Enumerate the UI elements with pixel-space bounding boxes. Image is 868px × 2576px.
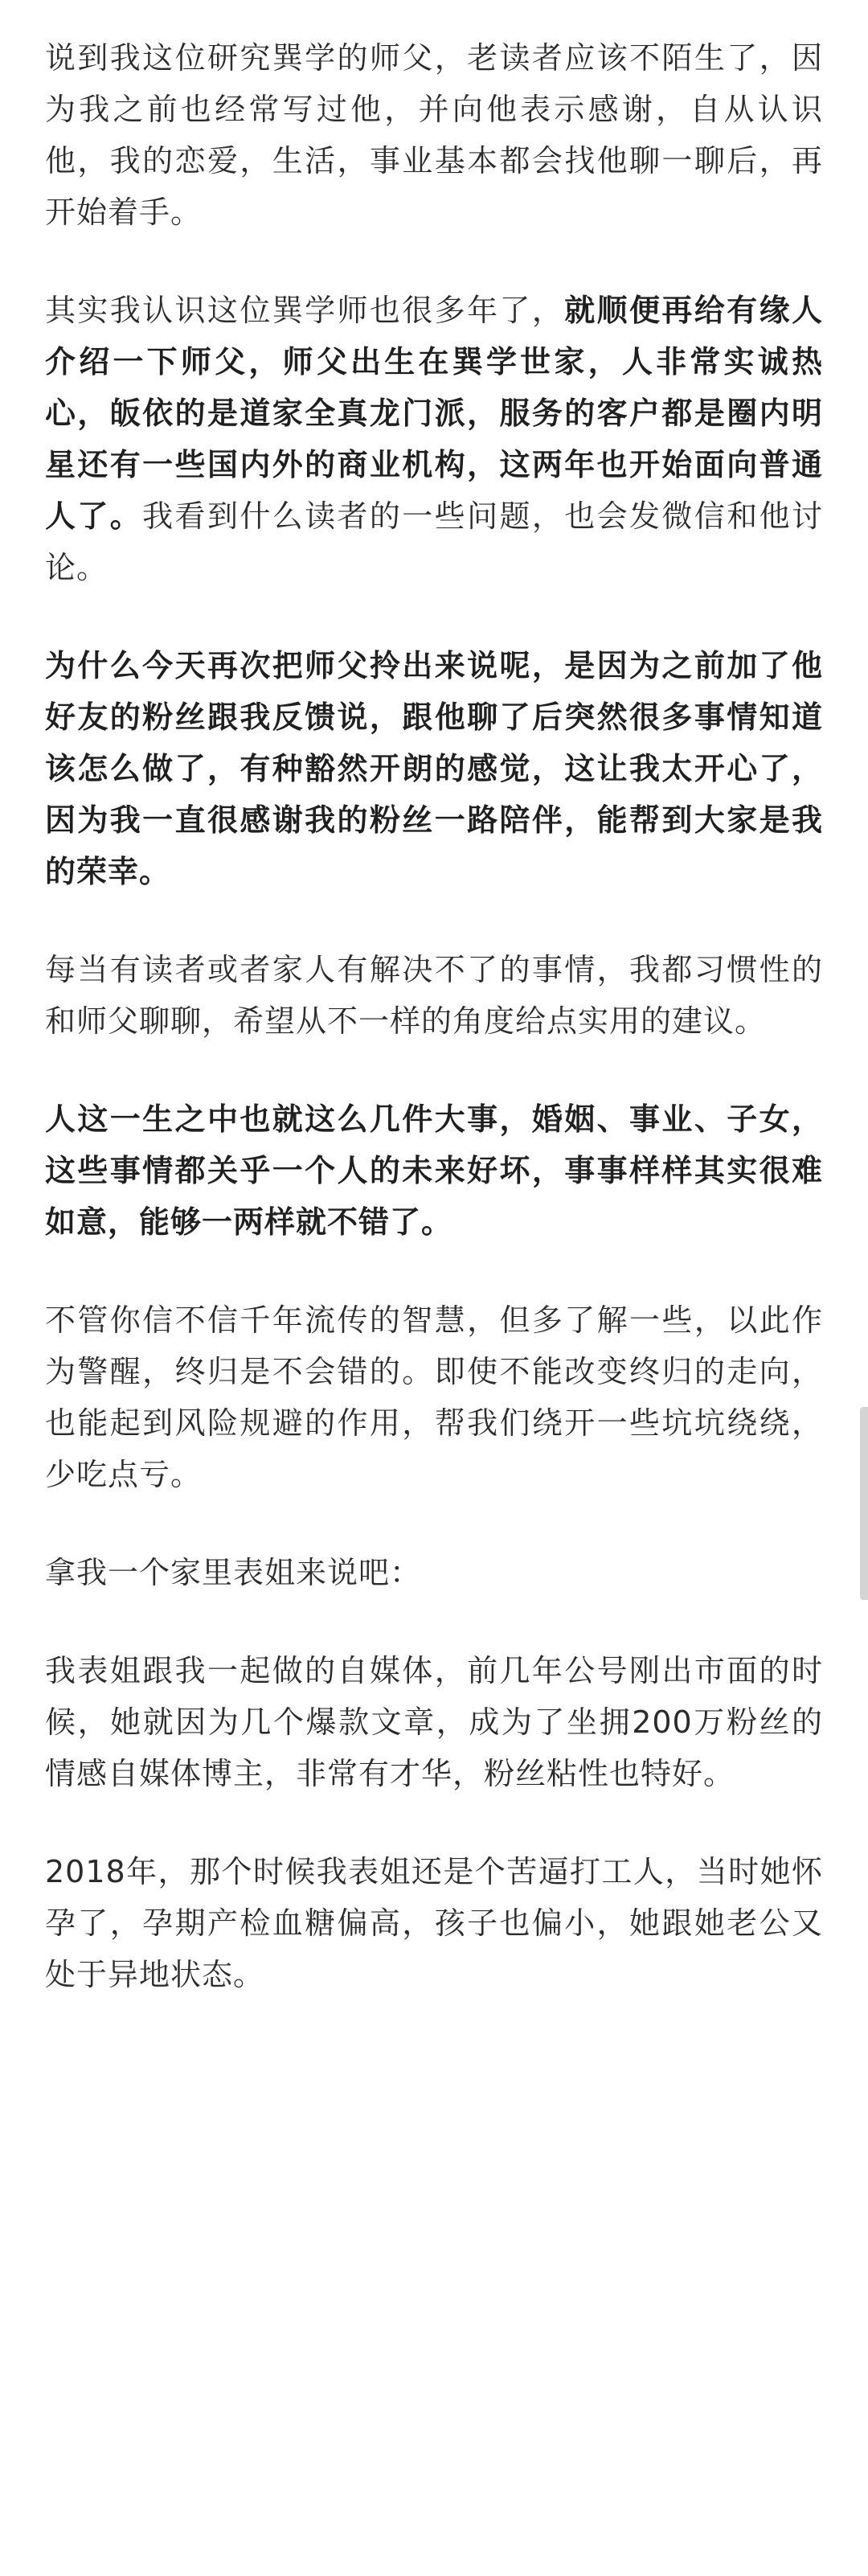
paragraph-life-events: 人这一生之中也就这么几件大事，婚姻、事业、子女，这些事情都关乎一个人的未来好坏，事事样样其实很难如意，能够一两样就不错了。 — [45, 1101, 823, 1240]
paragraph-reason: 为什么今天再次把师父拎出来说呢，是因为之前加了他好友的粉丝跟我反馈说，跟他聊了后突然很多事情知道该怎么做了，有种豁然开朗的感觉，这让我太开心了，因为我一直很感谢我的粉丝一路陪伴，能帮到大家是我的荣幸。 — [45, 648, 823, 889]
paragraph-cousin: 我表姐跟我一起做的自媒体，前几年公号刚出市面的时候，她就因为几个爆款文章，成为了坐拥200万粉丝的情感自媒体博主，非常有才华，粉丝粘性也特好。 — [45, 1653, 823, 1791]
paragraph-bold-text: 就顺便再给有缘人介绍一下师父，师父出生在巽学世家，人非常实诚热心，皈依的是道家全真龙门派，服务的客户都是圈内明星还有一些国内外的商业机构，这两年也开始面向普通人了。 — [45, 293, 823, 534]
paragraph-habit: 每当有读者或者家人有解决不了的事情，我都习惯性的和师父聊聊，希望从不一样的角度给点实用的建议。 — [45, 952, 823, 1039]
paragraph-example-lead: 拿我一个家里表姐来说吧： — [45, 1555, 422, 1590]
paragraph-wisdom: 不管你信不信千年流传的智慧，但多了解一些，以此作为警醒，终归是不会错的。即使不能改变终归的走向，也能起到风险规避的作用，帮我们绕开一些坑坑绕绕，少吃点亏。 — [45, 1302, 823, 1492]
paragraph-text: 其实我认识这位巽学师也很多年了， — [45, 293, 565, 328]
paragraph-text: 我看到什么读者的一些问题，也会发微信和他讨论。 — [45, 498, 823, 585]
scrollbar-thumb[interactable] — [860, 1407, 868, 1600]
paragraph-master-intro — [45, 285, 823, 593]
paragraph-2018: 2018年，那个时候我表姐还是个苦逼打工人，当时她怀孕了，孕期产检血糖偏高，孩子也偏小，她跟她老公又处于异地状态。 — [45, 1854, 823, 1992]
article-body — [45, 32, 823, 2047]
paragraph-intro: 说到我这位研究巽学的师父，老读者应该不陌生了，因为我之前也经常写过他，并向他表示感谢，自从认识他，我的恋爱，生活，事业基本都会找他聊一聊后，再开始着手。 — [45, 40, 823, 230]
